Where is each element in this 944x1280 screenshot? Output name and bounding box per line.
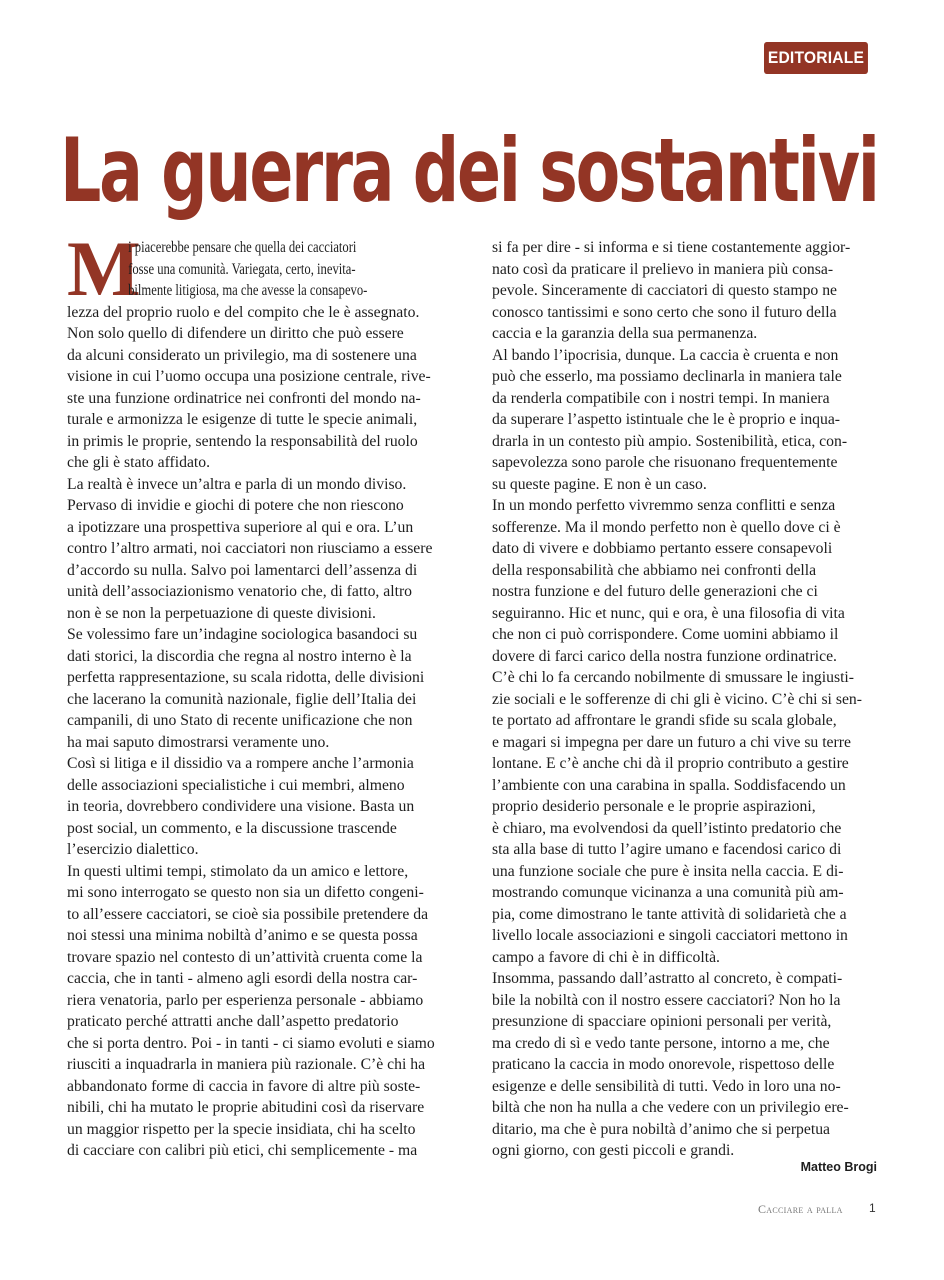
text-line: ste una funzione ordinatrice nei confronti del mondo na- bbox=[67, 389, 421, 407]
text-line: praticano la caccia in modo onorevole, rispettoso delle bbox=[492, 1056, 835, 1073]
text-line: lontane. E c’è anche chi dà il proprio contributo a gestire bbox=[492, 755, 849, 772]
text-line: abbandonato forme di caccia in favore di altre più soste- bbox=[67, 1077, 421, 1095]
text-line: l’esercizio dialettico. bbox=[67, 841, 199, 858]
text-line: caccia, che in tanti - almeno agli esordi della nostra car- bbox=[67, 970, 418, 987]
text-line: trovare spazio nel contesto di un’attività cruenta come la bbox=[67, 948, 423, 966]
text-line: In un mondo perfetto vivremmo senza conflitti e senza bbox=[492, 497, 836, 514]
text-line: post social, un commento, e la discussione trascende bbox=[67, 819, 397, 837]
text-line: su queste pagine. E non è un caso. bbox=[492, 475, 707, 493]
text-line: nibili, chi ha mutato le proprie abitudini così da riservare bbox=[67, 1099, 425, 1116]
text-line: caccia e la garanzia della sua permanenza. bbox=[492, 325, 758, 342]
text-line: di cacciare con calibri più etici, chi semplicemente - ma bbox=[67, 1142, 418, 1159]
right-column bbox=[492, 237, 880, 1162]
text-line: nato così da praticare il prelievo in maniera più consa- bbox=[492, 260, 834, 278]
footer-page-number: 1 bbox=[869, 1201, 876, 1215]
text-line: d’accordo su nulla. Salvo poi lamentarci dell’assenza di bbox=[67, 561, 418, 579]
text-line: Se volessimo fare un’indagine sociologica basandoci su bbox=[67, 626, 418, 643]
section-badge: EDITORIALE bbox=[764, 42, 868, 74]
text-line: contro l’altro armati, noi cacciatori non riusciamo a essere bbox=[67, 540, 433, 557]
text-line: che gli è stato affidato. bbox=[67, 454, 211, 471]
text-line: noi stessi una minima nobiltà d’animo e se questa possa bbox=[67, 927, 418, 944]
text-line: Così si litiga e il dissidio va a rompere anche l’armonia bbox=[67, 755, 414, 772]
text-line: e magari si impegna per dare un futuro a chi vive su terre bbox=[492, 733, 851, 751]
text-line: nostra funzione e del futuro delle generazioni che ci bbox=[492, 583, 818, 600]
text-line: fosse una comunità. Variegata, certo, inevita- bbox=[128, 260, 356, 278]
text-line: unità dell’associazionismo venatorio che, di fatto, altro bbox=[67, 583, 413, 600]
text-line: un maggior rispetto per la specie insidiata, chi ha scelto bbox=[67, 1120, 416, 1138]
text-line: una funzione sociale che pure è insita nella caccia. E di- bbox=[492, 862, 844, 880]
text-line: Non solo quello di difendere un diritto che può essere bbox=[67, 325, 404, 342]
text-line: ha mai saputo dimostrarsi veramente uno. bbox=[67, 733, 330, 751]
text-line: dovere di farci carico della nostra funzione ordinatrice. bbox=[492, 647, 837, 665]
text-line: bilmente litigiosa, ma che avesse la consapevo- bbox=[128, 282, 368, 299]
text-line: l’ambiente con una carabina in spalla. Soddisfacendo un bbox=[492, 776, 846, 794]
text-line: in primis le proprie, sentendo la responsabilità del ruolo bbox=[67, 432, 418, 450]
text-line: zie sociali e le sofferenze di chi gli è vicino. C’è chi si sen- bbox=[492, 690, 862, 708]
text-line: perfetta rappresentazione, su scala ridotta, delle divisioni bbox=[67, 669, 425, 686]
text-line: i piacerebbe pensare che quella dei cacciatori bbox=[128, 239, 357, 256]
text-line: turale e armonizza le esigenze di tutte le specie animali, bbox=[67, 411, 418, 428]
text-line: visione in cui l’uomo occupa una posizione centrale, rive- bbox=[67, 368, 431, 385]
article-title: La guerra dei sostantivi bbox=[60, 119, 878, 222]
text-line: sofferenze. Ma il mondo perfetto non è quello dove ci è bbox=[492, 518, 841, 536]
text-line: riusciti a inquadrarla in maniera più razionale. C’è chi ha bbox=[67, 1056, 426, 1073]
text-line: da alcuni considerato un privilegio, ma di sostenere una bbox=[67, 346, 417, 364]
text-line: Insomma, passando dall’astratto al concreto, è compati- bbox=[492, 970, 843, 987]
text-line: Al bando l’ipocrisia, dunque. La caccia è cruenta e non bbox=[492, 346, 839, 364]
text-line: può che esserlo, ma possiamo declinarla in maniera tale bbox=[492, 368, 842, 385]
text-line: pevole. Sinceramente di cacciatori di questo stampo ne bbox=[492, 282, 838, 299]
text-line: da renderla compatibile con i nostri tempi. In maniera bbox=[492, 389, 830, 407]
text-line: mostrando comunque vicinanza a una comunità più am- bbox=[492, 884, 844, 901]
text-line: ma credo di sì e vedo tante persone, intorno a me, che bbox=[492, 1034, 830, 1052]
text-line: che lacerano la comunità nazionale, figlie dell’Italia dei bbox=[67, 690, 417, 708]
text-line: In questi ultimi tempi, stimolato da un amico e lettore, bbox=[67, 862, 409, 880]
left-column bbox=[67, 225, 455, 1162]
text-line: C’è chi lo fa cercando nobilmente di smussare le ingiusti- bbox=[492, 669, 855, 686]
text-line: mi sono interrogato se questo non sia un difetto congeni- bbox=[67, 884, 424, 901]
text-line: è chiaro, ma evolvendosi da quell’istinto predatorio che bbox=[492, 819, 842, 837]
text-line: campo a favore di chi è in difficoltà. bbox=[492, 948, 720, 966]
text-line: a ipotizzare una prospettiva superiore al qui e ora. L’un bbox=[67, 518, 414, 536]
text-line: che si porta dentro. Poi - in tanti - ci siamo evoluti e siamo bbox=[67, 1034, 435, 1052]
text-line: esigenze e delle sensibilità di tutti. Vedo in loro una no- bbox=[492, 1077, 841, 1095]
text-line: La realtà è invece un’altra e parla di un mondo diviso. bbox=[67, 475, 407, 493]
text-line: sta alla base di tutto l’agire umano e facendosi carico di bbox=[492, 841, 842, 858]
text-line: livello locale associazioni e singoli cacciatori mettono in bbox=[492, 927, 848, 944]
text-line: seguiranno. Hic et nunc, qui e ora, è una filosofia di vita bbox=[492, 604, 845, 622]
text-line: te portato ad affrontare le grandi sfide su scala globale, bbox=[492, 712, 837, 729]
text-line: lezza del proprio ruolo e del compito che le è assegnato. bbox=[67, 303, 420, 321]
text-line: drarla in un contesto più ampio. Sostenibilità, etica, con- bbox=[492, 432, 848, 450]
text-line: to all’essere cacciatori, se cioè sia possibile pretendere da bbox=[67, 905, 429, 923]
text-line: in teoria, dovrebbero condividere una visione. Basta un bbox=[67, 798, 415, 815]
text-line: che non ci può corrispondere. Come uomini abbiamo il bbox=[492, 626, 839, 643]
text-line: sapevolezza sono parole che risuonano frequentemente bbox=[492, 454, 838, 471]
text-line: proprio desiderio personale e le proprie aspirazioni, bbox=[492, 798, 816, 815]
text-line: riera venatoria, parlo per esperienza personale - abbiamo bbox=[67, 991, 424, 1009]
text-line: si fa per dire - si informa e si tiene costantemente aggior- bbox=[492, 239, 851, 256]
text-line: delle associazioni specialistiche i cui membri, almeno bbox=[67, 776, 405, 794]
text-line: ditario, ma che è pura nobiltà d’animo che si perpetua bbox=[492, 1120, 831, 1138]
text-line: ogni giorno, con gesti piccoli e grandi. bbox=[492, 1142, 735, 1159]
text-line: pia, come dimostrano le tante attività di solidarietà che a bbox=[492, 905, 847, 923]
text-line: non è se non la perpetuazione di queste divisioni. bbox=[67, 604, 376, 622]
text-line: praticato perché attratti anche dall’aspetto predatorio bbox=[67, 1013, 399, 1030]
text-line: biltà che non ha nulla a che vedere con un privilegio ere- bbox=[492, 1099, 849, 1116]
text-line: conosco tantissimi e sono certo che sono il futuro della bbox=[492, 303, 837, 321]
text-line: della responsabilità che abbiamo nei confronti della bbox=[492, 561, 817, 579]
text-line: Pervaso di invidie e giochi di potere che non riescono bbox=[67, 497, 404, 514]
text-line: bile la nobiltà con il nostro essere cacciatori? Non ho la bbox=[492, 991, 841, 1009]
drop-cap: M bbox=[67, 225, 141, 312]
text-line: dati storici, la discordia che regna al nostro interno è la bbox=[67, 647, 412, 665]
author-signature: Matteo Brogi bbox=[800, 1160, 877, 1174]
footer-magazine-name: Cacciare a palla bbox=[758, 1202, 843, 1216]
text-line: da superare l’aspetto istintuale che le è proprio e inqua- bbox=[492, 411, 841, 428]
text-line: campanili, di uno Stato di recente unificazione che non bbox=[67, 712, 413, 729]
text-line: dato di vivere e dobbiamo pertanto essere consapevoli bbox=[492, 540, 833, 557]
text-line: presunzione di spacciare opinioni personali per verità, bbox=[492, 1013, 832, 1030]
